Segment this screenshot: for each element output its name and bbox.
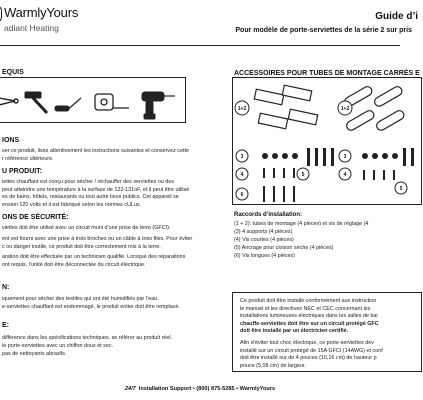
instructions-line: ser ce produit, lisez attentivement les instructions suivantes et conservez cette	[2, 148, 189, 154]
safety-line: aration doit être effectuée par un technicien qualifié. Lorsque des réparations	[2, 254, 186, 260]
tools-heading: EQUIS	[2, 69, 24, 76]
anchor-icon	[403, 148, 414, 166]
callout-label: 4	[240, 172, 244, 178]
tools-illustration	[0, 77, 186, 123]
callout-label: 1+2	[237, 106, 247, 112]
tape-measure-icon	[95, 94, 129, 110]
safety-line: ont requis, l’unité doit être déconnectée du circuit électrique.	[2, 261, 146, 268]
callout-label: 1+2	[340, 106, 350, 112]
document-subtitle: Pour modèle de porte-serviettes de la série 2 sur pris	[235, 27, 412, 34]
callout-label: 4	[343, 172, 347, 178]
document-title: Guide d’i	[375, 11, 418, 22]
note-line: pouce (5,08 cm) de largeur.	[240, 362, 306, 369]
anchor-icon	[307, 148, 334, 166]
callout-label: 3	[240, 154, 244, 160]
instructions-line: r référence ultérieure.	[2, 155, 54, 162]
short-screw-icon	[363, 170, 395, 180]
drill-icon	[142, 92, 175, 119]
support-badge: 24/7	[124, 386, 136, 392]
instructions-heading: IONS	[2, 137, 20, 144]
accessories-drawing	[233, 78, 423, 206]
note-bold-line: chauffe-serviettes doit être sur un circuit protégé GFC	[240, 320, 379, 327]
fittings-line: (4) Vis courtes (4 pièces)	[234, 237, 294, 243]
short-screw-icon	[263, 168, 295, 178]
callout-label: 5	[399, 186, 403, 192]
mounting-tube-icon	[282, 85, 311, 101]
safety-line: c ou danger inutile, ce produit doit être correctement mis à la terre.	[2, 243, 161, 250]
product-line: es de bains, hôtels, restaurants ou tout autre lieux publics. Cet appareil se	[2, 194, 179, 200]
brand-name: WarmlyYours	[4, 5, 79, 20]
product-heading: U PRODUIT:	[2, 168, 43, 175]
use-line: e-serviettes chauffant est endommagé, le produit entier doit être remplacé.	[2, 304, 180, 310]
use-line: iquement pour sécher des textiles qui ont été humidifiés par l’eau.	[2, 296, 159, 302]
fittings-heading: Raccords d’installation:	[234, 212, 303, 218]
hammer-icon	[25, 92, 47, 113]
accessories-heading: ACCESSOIRES POUR TUBES DE MONTAGE CARRÉS E	[234, 70, 420, 77]
round-tube-icon	[375, 109, 405, 132]
mounting-tube-icon	[258, 113, 287, 129]
note-bold-line: doit être installé par un électricien certifié.	[240, 328, 349, 334]
fittings-line: (6) Vis longues (4 pièces)	[234, 253, 296, 259]
brand-tagline: adiant Heating	[4, 23, 59, 33]
safety-line: viettes doit être utilisé avec un circuit muni d’une prise de terre (GFCI).	[2, 225, 171, 231]
fittings-line: (5) Ancrage pour cloison sèche (4 pièces)	[234, 245, 334, 251]
safety-heading: ONS DE SÉCURITÉ:	[2, 214, 69, 221]
note-line: doit être installé sur de 4 pouces (10,16 cm) de hauteur p	[240, 355, 377, 361]
product-line: peut atteindre une température à la surface de 122-131oF, et il peut être utilisé	[2, 186, 190, 193]
maintenance-line: pas de nettoyants abrasifs.	[2, 351, 67, 357]
callout-label: 3	[343, 154, 347, 160]
safety-line: ent est fourni avec une prise à trois broches ou un câble à trois files. Pour éviter	[2, 236, 193, 242]
mounting-tube-icon	[288, 109, 317, 125]
footer-contact: Installation Support • (800) 875-5285 • WarmlyYours	[138, 386, 276, 392]
accessories-illustration	[232, 77, 422, 205]
use-heading: N:	[2, 284, 10, 291]
pliers-icon	[0, 98, 18, 105]
callout-label: 6	[240, 192, 244, 198]
fittings-line: (1 + 2): tubes de montage (4 pièces) et vis de réglage (4	[234, 221, 369, 227]
note-line: Afin d’éviter tout choc électrique, ce porte-serviettes dev	[240, 340, 374, 346]
product-line: ension 120 volts et il est fabriqué selon les normes cULus.	[2, 201, 142, 208]
bracket-icon	[262, 153, 298, 159]
maintenance-heading: E:	[2, 322, 9, 329]
brand-logo-icon	[0, 5, 2, 23]
maintenance-line: le porte-serviettes avec un chiffon doux et sec.	[2, 343, 114, 349]
product-line: iettes chauffant est conçu pour sécher / réchauffer des serviettes ou des	[2, 179, 175, 185]
bracket-icon	[362, 153, 398, 159]
header-divider	[0, 45, 400, 46]
fittings-line: (3) 4 supports (4 pièces)	[234, 229, 293, 235]
footer	[0, 386, 400, 392]
maintenance-line: différence dans les spécifications techniques, se référer au produit réel.	[2, 335, 173, 341]
screwdriver-icon	[55, 98, 81, 111]
round-tube-icon	[373, 85, 403, 108]
mounting-tube-icon	[254, 89, 283, 105]
callout-label: 5	[301, 172, 305, 178]
note-line: le manuel et les directives NEC et CEC concernant les	[240, 305, 371, 312]
long-screw-icon	[263, 186, 295, 202]
tools-drawing	[0, 78, 187, 124]
note-line: installé sur un circuit protégé de 15A GFCI (14AWG) et conf	[240, 347, 383, 354]
note-line: installations lumineuses électriques dans les salles de bai	[240, 313, 378, 319]
electrical-note-box	[232, 292, 422, 372]
note-line: Ce produit doit être installé conformément aux instruction	[240, 298, 377, 304]
